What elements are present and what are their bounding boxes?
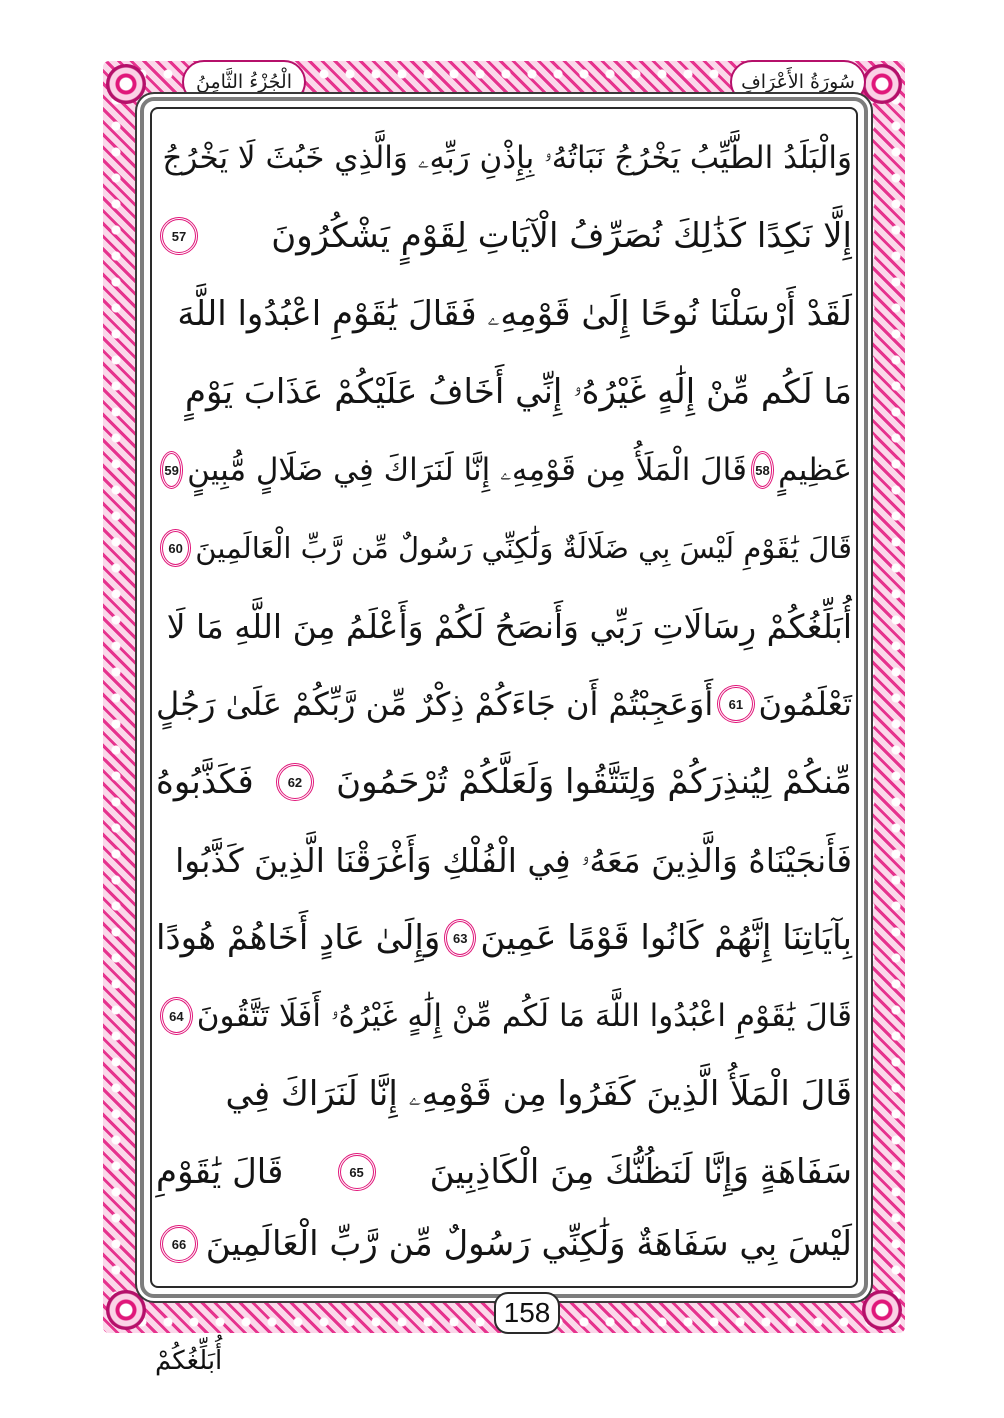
verse-text: بِآيَاتِنَا إِنَّهُمْ كَانُوا قَوْمًا عَمِينَ (480, 918, 852, 958)
verse-text: قَالَ يَٰقَوْمِ اعْبُدُوا اللَّهَ مَا لَكُم مِّنْ إِلَٰهٍ غَيْرُهُۥ أَفَلَا تَتَّقُونَ (196, 997, 852, 1034)
verse-text: إِلَّا نَكِدًا كَذَٰلِكَ نُصَرِّفُ الْآيَاتِ لِقَوْمٍ يَشْكُرُونَ (271, 216, 852, 256)
ayah-number-marker: 65 (338, 1153, 376, 1191)
verse-text: لَقَدْ أَرْسَلْنَا نُوحًا إِلَىٰ قَوْمِهِۦ فَقَالَ يَٰقَوْمِ اعْبُدُوا اللَّهَ (177, 294, 852, 334)
corner-ornament-top-left-icon (106, 64, 146, 104)
verse-text: لَيْسَ بِي سَفَاهَةٌ وَلَٰكِنِّي رَسُولٌ مِّن رَّبِّ الْعَالَمِينَ (205, 1224, 852, 1264)
ayah-number-marker: 63 (444, 919, 476, 957)
verse-text: فَأَنجَيْنَاهُ وَالَّذِينَ مَعَهُۥ فِي الْفُلْكِ وَأَغْرَقْنَا الَّذِينَ كَذَّبُوا (175, 840, 852, 880)
corner-ornament-top-right-icon (862, 64, 902, 104)
quran-text-area (156, 116, 852, 1286)
verse-text: سَفَاهَةٍ وَإِنَّا لَنَظُنُّكَ مِنَ الْكَاذِبِينَ (429, 1152, 852, 1192)
text-line-9 (156, 744, 852, 820)
ayah-number-marker: 58 (751, 451, 774, 489)
ayah-number-marker: 64 (160, 997, 193, 1035)
text-line-12 (156, 978, 852, 1054)
text-line-8 (156, 666, 852, 742)
text-line-6 (156, 510, 852, 586)
text-line-13 (156, 1056, 852, 1132)
ayah-number-marker: 61 (717, 685, 754, 723)
text-line-11 (156, 900, 852, 976)
corner-ornament-bottom-left-icon (106, 1290, 146, 1330)
verse-text: قَالَ الْمَلَأُ الَّذِينَ كَفَرُوا مِن قَوْمِهِۦ إِنَّا لَنَرَاكَ فِي (225, 1074, 852, 1114)
verse-text: قَالَ الْمَلَأُ مِن قَوْمِهِۦ إِنَّا لَنَرَاكَ فِي ضَلَالٍ مُّبِينٍ (187, 451, 747, 488)
text-line-15 (156, 1206, 852, 1282)
verse-text: مِّنكُمْ لِيُنذِرَكُمْ وَلِتَتَّقُوا وَلَعَلَّكُمْ تُرْحَمُونَ (336, 762, 852, 802)
text-line-1 (156, 120, 852, 196)
text-line-7 (156, 588, 852, 664)
verse-text: قَالَ يَٰقَوْمِ (156, 1152, 284, 1192)
corner-ornament-bottom-right-icon (862, 1290, 902, 1330)
ayah-number-marker: 57 (160, 217, 198, 255)
text-line-14 (156, 1134, 852, 1210)
catchword: أُبَلِّغُكُمْ (155, 1346, 223, 1376)
juz-label: الْجُزْءُ الثَّامِنُ (182, 60, 306, 104)
verse-text: وَالْبَلَدُ الطَّيِّبُ يَخْرُجُ نَبَاتُهُۥ بِإِذْنِ رَبِّهِۦ وَالَّذِي خَبُثَ لَا يَخْرُجُ (162, 139, 852, 176)
text-line-5 (156, 432, 852, 508)
ayah-number-marker: 62 (276, 763, 314, 801)
verse-text: أَوَعَجِبْتُمْ أَن جَاءَكُمْ ذِكْرٌ مِّن رَّبِّكُمْ عَلَىٰ رَجُلٍ (156, 685, 714, 723)
ayah-number-marker: 60 (160, 529, 191, 567)
verse-text: وَإِلَىٰ عَادٍ أَخَاهُمْ هُودًا (156, 918, 441, 958)
verse-text: أُبَلِّغُكُمْ رِسَالَاتِ رَبِّي وَأَنصَحُ لَكُمْ وَأَعْلَمُ مِنَ اللَّهِ مَا لَا (166, 606, 852, 646)
ayah-number-marker: 59 (160, 451, 183, 489)
page-number: 158 (494, 1292, 560, 1334)
verse-text: قَالَ يَٰقَوْمِ لَيْسَ بِي ضَلَالَةٌ وَلَٰكِنِّي رَسُولٌ مِّن رَّبِّ الْعَالَمِينَ (195, 530, 852, 565)
verse-text: فَكَذَّبُوهُ (156, 762, 254, 802)
text-line-4 (156, 354, 852, 430)
text-line-2 (156, 198, 852, 274)
verse-text: مَا لَكُم مِّنْ إِلَٰهٍ غَيْرُهُۥ إِنِّي أَخَافُ عَلَيْكُمْ عَذَابَ يَوْمٍ (184, 372, 852, 412)
surah-label: سُورَةُ الأَعْرَافِ (730, 60, 866, 104)
verse-text: عَظِيمٍ (778, 451, 852, 488)
ayah-number-marker: 66 (160, 1225, 198, 1263)
text-line-3 (156, 276, 852, 352)
verse-text: تَعْلَمُونَ (758, 685, 852, 723)
text-line-10 (156, 822, 852, 898)
